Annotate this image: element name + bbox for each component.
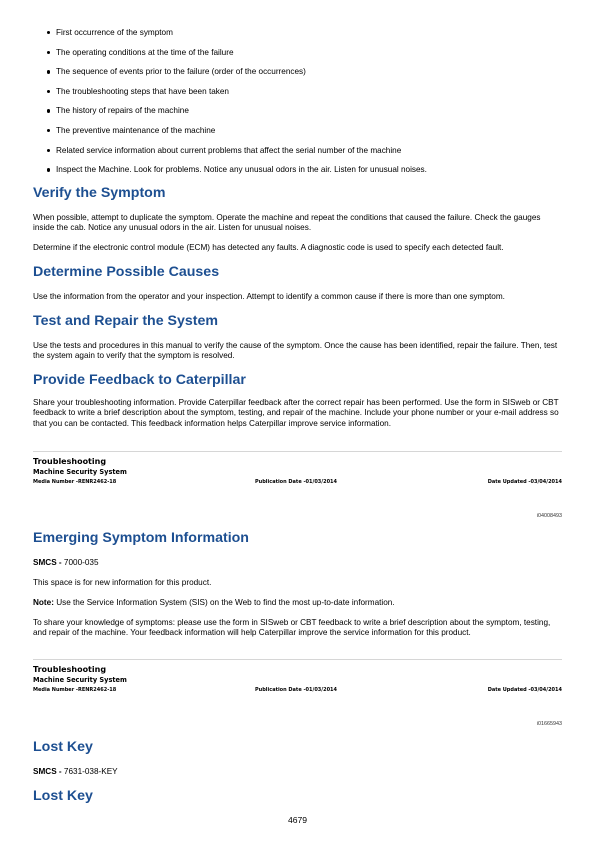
date-updated: Date Updated -03/04/2014 bbox=[487, 687, 562, 693]
verify-heading: Verify the Symptom bbox=[33, 185, 166, 201]
meta-info-row bbox=[33, 685, 562, 695]
list-item: The sequence of events prior to the failure (order of the occurrences) bbox=[33, 66, 562, 86]
list-item: The preventive maintenance of the machine bbox=[33, 125, 562, 145]
smcs-label: SMCS - bbox=[33, 767, 62, 776]
smcs-line bbox=[33, 767, 560, 777]
bullet-icon bbox=[47, 70, 50, 73]
emerging-heading: Emerging Symptom Information bbox=[33, 530, 249, 546]
note-label: Note: bbox=[33, 598, 54, 607]
media-number: Media Number -RENR2462-18 bbox=[33, 479, 117, 485]
document-meta-header bbox=[33, 659, 562, 695]
list-item: The operating conditions at the time of the failure bbox=[33, 47, 562, 67]
list-item: The troubleshooting steps that have been taken bbox=[33, 86, 562, 106]
list-item: The history of repairs of the machine bbox=[33, 105, 562, 125]
emerging-paragraph-1: This space is for new information for this product. bbox=[33, 578, 212, 587]
repair-paragraph: Use the tests and procedures in this manual to verify the cause of the symptom. Once the cause has been identified, repair the failure. Then, test the system again to verify that the symptom is resolved. bbox=[33, 341, 558, 361]
publication-date: Publication Date -01/03/2014 bbox=[255, 687, 338, 693]
list-item: Inspect the Machine. Look for problems. Notice any unusual odors in the air. Listen for unusual noises. bbox=[33, 164, 562, 184]
document-meta-header bbox=[33, 451, 562, 487]
list-item: First occurrence of the symptom bbox=[33, 27, 562, 47]
page-number: 4679 bbox=[287, 815, 308, 825]
bullet-icon bbox=[47, 90, 50, 93]
repair-heading: Test and Repair the System bbox=[33, 313, 219, 329]
meta-title: Troubleshooting bbox=[33, 457, 107, 466]
note-line bbox=[33, 598, 560, 608]
note-text: Use the Service Information System (SIS) on the Web to find the most up-to-date information. bbox=[53, 598, 395, 607]
emerging-paragraph-3: To share your knowledge of symptoms: please use the form in SISweb or CBT feedback to write a brief description about the symptom, testing, and repair of the machine. Your feedback information will help Caterpillar improve the service information for this product. bbox=[33, 618, 551, 638]
smcs-value: 7631-038-KEY bbox=[61, 767, 118, 776]
media-number: Media Number -RENR2462-18 bbox=[33, 687, 117, 693]
meta-info-row bbox=[33, 477, 562, 487]
meta-title: Troubleshooting bbox=[33, 665, 107, 674]
lost-key-heading: Lost Key bbox=[33, 739, 93, 755]
bullet-icon bbox=[47, 109, 50, 112]
bullet-icon bbox=[47, 31, 50, 34]
bullet-icon bbox=[47, 168, 50, 171]
document-id: i04008493 bbox=[536, 513, 562, 519]
causes-paragraph: Use the information from the operator and your inspection. Attempt to identify a common cause if there is more than one symptom. bbox=[33, 292, 505, 301]
causes-heading: Determine Possible Causes bbox=[33, 264, 220, 280]
bullet-icon bbox=[47, 51, 50, 54]
smcs-line bbox=[33, 558, 560, 568]
meta-subtitle: Machine Security System bbox=[33, 676, 127, 684]
date-updated: Date Updated -03/04/2014 bbox=[487, 479, 562, 485]
list-item: Related service information about current problems that affect the serial number of the machine bbox=[33, 145, 562, 165]
lost-key-subheading: Lost Key bbox=[33, 788, 93, 804]
bullet-icon bbox=[47, 129, 50, 132]
bullet-icon bbox=[47, 149, 50, 152]
feedback-paragraph: Share your troubleshooting information. Provide Caterpillar feedback after the correct repair has been performed. Use the form in SISweb or CBT feedback to write a brief description about the symptom, testing, and repair of the machine. Include your phone number or your e-mail address so that you can be contacted. This feedback information helps Caterpillar improve service information. bbox=[33, 398, 559, 428]
smcs-label: SMCS - bbox=[33, 558, 62, 567]
feedback-heading: Provide Feedback to Caterpillar bbox=[33, 372, 246, 388]
verify-paragraph-2: Determine if the electronic control module (ECM) has detected any faults. A diagnostic code is used to specify each detected fault. bbox=[33, 243, 504, 252]
document-id: i01665943 bbox=[536, 721, 562, 727]
smcs-value: 7000-035 bbox=[61, 558, 99, 567]
verify-paragraph-1: When possible, attempt to duplicate the symptom. Operate the machine and repeat the conditions that caused the failure. Check the gauges inside the cab. Notice any unusual odors in the air. Listen for unusual noises. bbox=[33, 213, 541, 233]
meta-subtitle: Machine Security System bbox=[33, 468, 127, 476]
bullet-list bbox=[33, 27, 562, 184]
publication-date: Publication Date -01/03/2014 bbox=[255, 479, 338, 485]
